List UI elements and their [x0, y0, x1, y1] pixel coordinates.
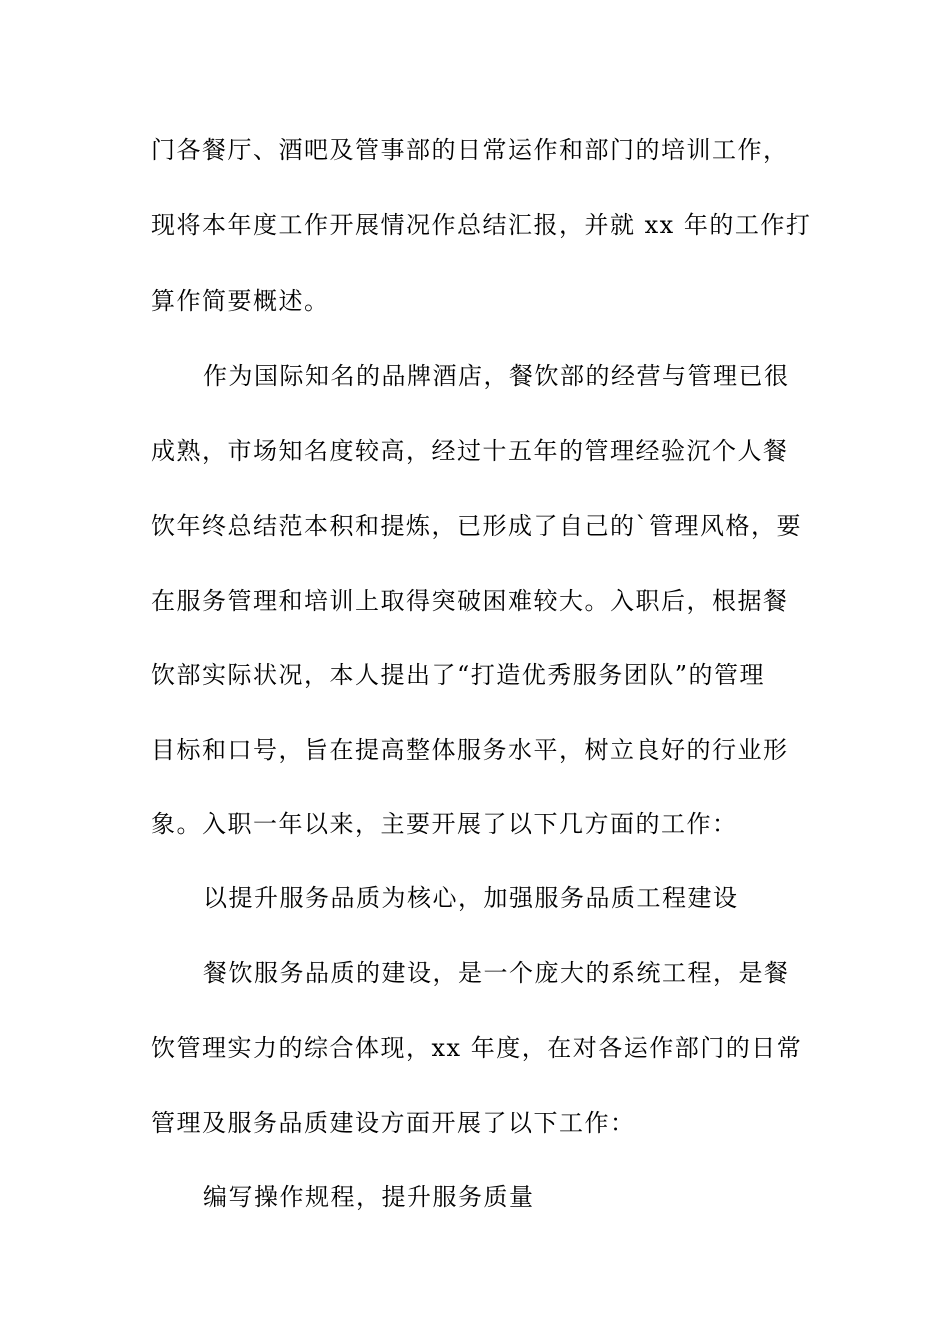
text-line: 目标和口号，旨在提高整体服务水平，树立良好的行业形 — [151, 736, 789, 764]
text-line: 象。入职一年以来，主要开展了以下几方面的工作： — [151, 810, 738, 838]
text-line: 门各餐厅、酒吧及管事部的日常运作和部门的培训工作， — [151, 136, 789, 164]
text-line: 成熟，市场知名度较高，经过十五年的管理经验沉个人餐 — [151, 437, 789, 465]
text-line: 饮年终总结范本积和提炼，已形成了自己的`管理风格，要 — [151, 512, 802, 540]
paragraph-first-line: 餐饮服务品质的建设，是一个庞大的系统工程，是餐 — [203, 959, 790, 987]
text-line: 饮管理实力的综合体现，xx 年度，在对各运作部门的日常 — [151, 1034, 803, 1062]
paragraph-first-line: 作为国际知名的品牌酒店，餐饮部的经营与管理已很 — [203, 362, 790, 390]
text-line: 算作简要概述。 — [151, 287, 330, 315]
section-heading: 编写操作规程，提升服务质量 — [203, 1183, 535, 1211]
section-heading: 以提升服务品质为核心，加强服务品质工程建设 — [203, 884, 739, 912]
text-line: 在服务管理和培训上取得突破困难较大。入职后，根据餐 — [151, 587, 789, 615]
text-line: 管理及服务品质建设方面开展了以下工作： — [151, 1109, 636, 1137]
text-line: 饮部实际状况，本人提出了“打造优秀服务团队”的管理 — [151, 661, 766, 689]
text-line: 现将本年度工作开展情况作总结汇报，并就 xx 年的工作打 — [151, 211, 812, 239]
